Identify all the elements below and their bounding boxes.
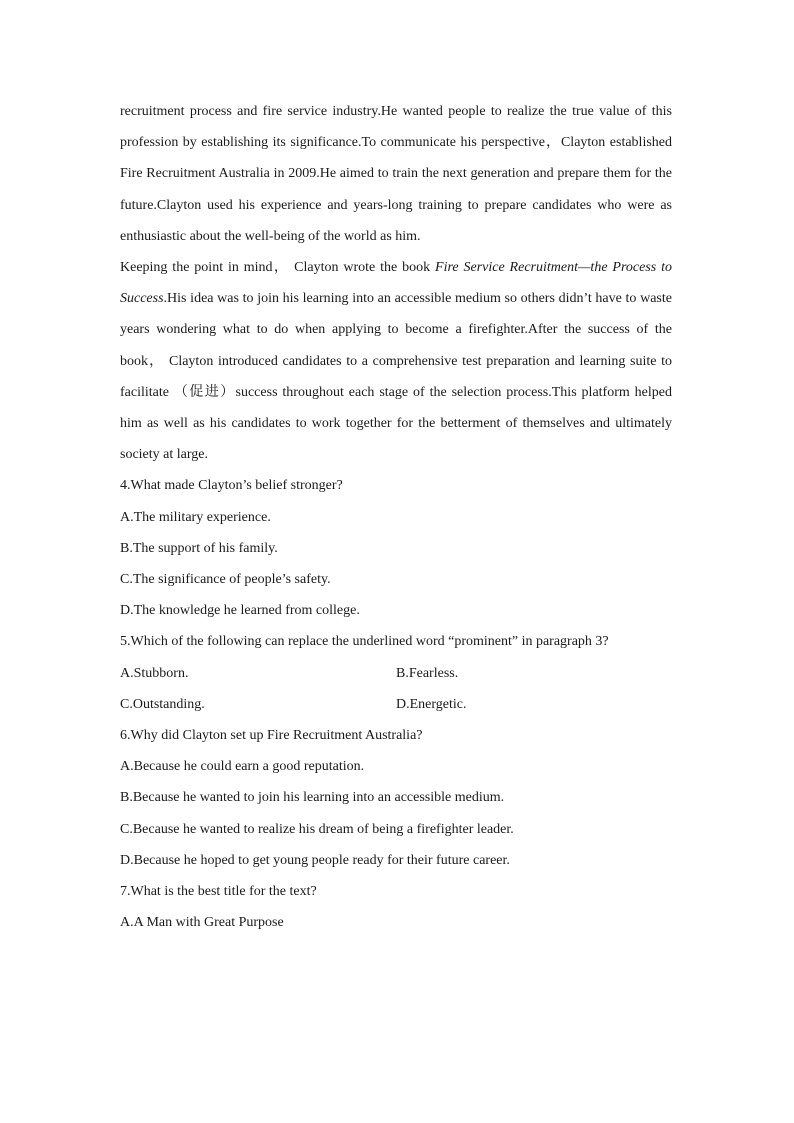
passage-paragraph-text: .His idea was to join his learning into an accessible medium so others didn’t have to waste years wondering what to do when applying to become a firefighter.After the success of the book， Clayton introduced candidates to a comprehensive test preparation and learning suite to facilitate （促进）success throughout each stage of the selection process.This platform helped him as well as his candidates to work together for the betterment of themselves and ultimately society at large. [120,291,672,463]
option-a: A.Because he could earn a good reputation. [120,759,365,775]
option-a: A.A Man with Great Purpose [120,915,284,931]
option-d: D.Energetic. [396,696,467,712]
option-b: B.Fearless. [396,665,459,681]
option-c: C.Outstanding. [120,696,205,712]
option-row [120,689,672,720]
passage-paragraph [120,252,672,470]
document-page [120,96,672,938]
book-title: Fire Service Recruitment—the Process to Success [120,260,672,307]
option-c: C.Because he wanted to realize his dream of being a firefighter leader. [120,821,514,837]
question-stem: 4.What made Clayton’s belief stronger? [120,478,343,494]
question-stem: 6.Why did Clayton set up Fire Recruitment Australia? [120,728,423,744]
passage-paragraph-text: Keeping the point in mind， Clayton wrote the book [120,260,436,276]
option-row [120,658,672,689]
option-a: A.Stubborn. [120,665,189,681]
option-a: A.The military experience. [120,509,271,525]
question-stem: 7.What is the best title for the text? [120,884,317,900]
question-stem: 5.Which of the following can replace the underlined word “prominent” in paragraph 3? [120,634,609,650]
option-d: D.The knowledge he learned from college. [120,603,360,619]
question-6 [120,720,672,876]
question-5 [120,626,672,720]
option-b: B.Because he wanted to join his learning into an accessible medium. [120,790,505,806]
option-d: D.Because he hoped to get young people ready for their future career. [120,852,510,868]
option-b: B.The support of his family. [120,540,278,556]
passage-paragraph-text: recruitment process and fire service industry.He wanted people to realize the true value of this profession by establishing its significance.To communicate his perspective，Clayton established Fire Recruitment Australia in 2009.He aimed to train the next generation and prepare them for the future.Clayton used his experience and years-long training to prepare candidates who were as enthusiastic about the well-being of the world as him. [120,104,672,244]
option-c: C.The significance of people’s safety. [120,572,331,588]
question-7 [120,876,672,938]
passage-paragraph [120,96,672,252]
question-4 [120,470,672,626]
